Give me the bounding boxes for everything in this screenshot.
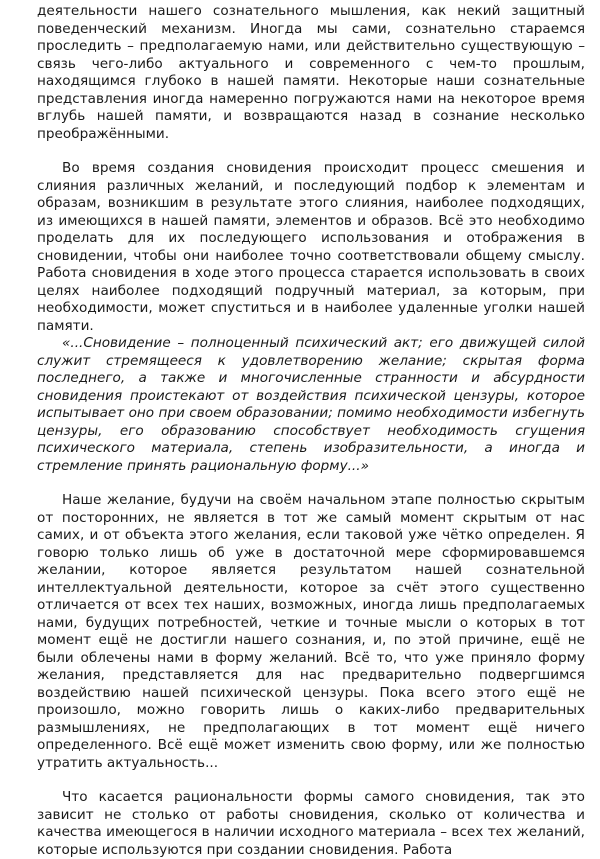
paragraph-spacer — [37, 772, 585, 789]
paragraph-spacer — [37, 143, 585, 160]
paragraph-spacer — [37, 475, 585, 492]
document-page — [37, 3, 585, 859]
paragraph-4: Что касается рациональности формы самого сновидения, так это зависит не столько от работы сновидения, сколько от количества и качества имеющегося в наличии исходного материала – всех тех желаний, которые используются при создании сновидения. Работа — [37, 789, 585, 858]
block-quote: «...Сновидение – полноценный психический акт; его движущей силой служит стремящееся к удовлетворению желание; скрытая форма последнего, а также и многочисленные странности и абсурдности сновидения проистекают от воздействия психической цензуры, которое испытывает оно при своем образовании; помимо необходимости избегнуть цензуры, его образованию способствует необходимость сгущения психического материала, степень изобразительности, а иногда и стремление принять рациональную форму...» — [37, 335, 585, 474]
paragraph-2: Во время создания сновидения происходит процесс смешения и слияния различных желаний, и последующий подбор к элементам и образам, возникшим в результате этого слияния, наиболее подходящих, из имеющихся в нашей памяти, элементов и образов. Всё это необходимо проделать для их последующего использования и отображения в сновидении, чтобы они наиболее точно соответствовали общему смыслу. Работа сновидения в ходе этого процесса старается использовать в своих целях наиболее подходящий подручный материал, за которым, при необходимости, может спуститься и в наиболее удаленные уголки нашей памяти. — [37, 160, 585, 334]
paragraph-1: деятельности нашего сознательного мышления, как некий защитный поведенческий механизм. Иногда мы сами, сознательно стараемся проследить – предполагаемую нами, или действительно существующую – связь чего-либо актуального и современного с чем-то прошлым, находящимся глубоко в нашей памяти. Некоторые наши сознательные представления иногда намеренно погружаются нами на некоторое время вглубь нашей памяти, и возвращаются назад в сознание несколько преображёнными. — [37, 3, 585, 142]
paragraph-3: Наше желание, будучи на своём начальном этапе полностью скрытым от посторонних, не является в тот же самый момент скрытым от нас самих, и от объекта этого желания, если таковой уже чётко определен. Я говорю только лишь об уже в достаточной мере сформировавшемся желании, которое является результатом нашей сознательной интеллектуальной деятельности, которое за счёт этого существенно отличается от всех тех наших, возможных, иногда лишь предполагаемых нами, будущих потребностей, четкие и точные мысли о которых в тот момент ещё не достигли нашего сознания, и, по этой причине, ещё не были облечены нами в форму желаний. Всё то, что уже приняло форму желания, представляется для нас предварительно подвергшимся воздействию нашей психической цензуры. Пока всего этого ещё не произошло, можно говорить лишь о каких-либо предварительных размышлениях, не предполагающих в тот момент ещё ничего определенного. Всё ещё может изменить свою форму, или же полностью утратить актуальность... — [37, 492, 585, 771]
